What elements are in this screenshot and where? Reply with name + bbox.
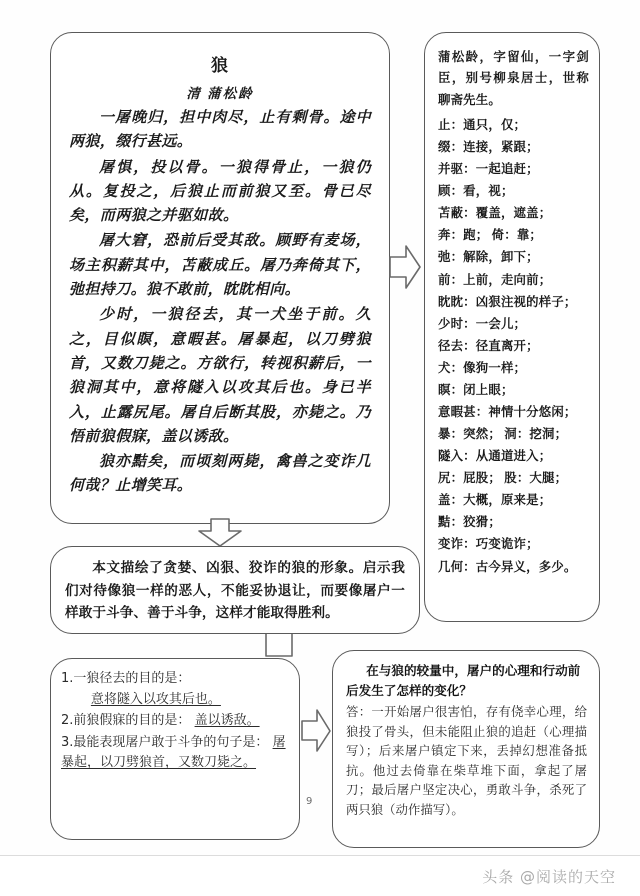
exercise-item-prompt: 前狼假寐的目的是：: [73, 713, 191, 729]
exercise-item-answer: 盖以诱敌。: [194, 713, 260, 729]
footer-bar: [0, 855, 640, 896]
exercise-item-answer: 意将隧入以攻其后也。: [90, 691, 221, 707]
exercise-item-list: [61, 669, 287, 774]
text-paragraph-2: 屠惧，投以骨。一狼得骨止，一狼仍从。复投之，后狼止而前狼又至。骨已尽矣，而两狼之并驱如故。: [69, 159, 371, 225]
vocabulary-note-item: 犬：像狗一样；: [438, 360, 527, 375]
author-line: 清 蒲松龄: [186, 86, 254, 101]
summary-panel: [50, 546, 420, 634]
vocabulary-note-item: 缀：连接，紧跟；: [438, 140, 539, 155]
vocabulary-note-item: 黠：狡猾；: [438, 515, 501, 530]
main-text-panel: [50, 32, 390, 524]
notes-panel: [424, 32, 600, 622]
vocabulary-note-item: 弛：解除，卸下；: [438, 250, 539, 265]
vocabulary-note-item: 前：上前，走向前；: [438, 272, 552, 287]
vocabulary-note-item: 几何：古今异义，多少。: [438, 559, 577, 574]
text-paragraph-1: 一屠晚归，担中肉尽，止有剩骨。途中两狼，缀行甚远。: [69, 110, 371, 151]
exercise-item-prompt: 最能表现屠户敢于斗争的句子是：: [73, 734, 269, 750]
exercise-item-answer: 屠暴起，以刀劈狼首，又数刀毙之。: [61, 734, 286, 771]
vocabulary-note-item: 瞑：闭上眼；: [438, 382, 514, 397]
exercise-item: [61, 733, 287, 774]
arrow-right-icon: [300, 708, 332, 759]
vocabulary-note-item: 并驱：一起追赶；: [438, 162, 539, 177]
vocabulary-note-item: 止：通只，仅；: [438, 117, 527, 132]
page-number: 9: [306, 796, 313, 807]
vocabulary-note-item: 意暇甚：神情十分悠闲；: [438, 405, 577, 419]
qa-panel: [332, 650, 600, 848]
text-paragraph-3: 屠大窘，恐前后受其敌。顾野有麦场，场主积薪其中，苫蔽成丘。屠乃奔倚其下，弛担持刀。狼不敢前，眈眈相向。: [69, 233, 371, 299]
vocabulary-note-item: 变诈：巧变诡诈；: [438, 537, 539, 552]
arrow-right-icon: [388, 243, 422, 296]
vocabulary-note-item: 暴：突然； 洞：挖洞；: [438, 427, 568, 442]
watermark-label: 头条 @阅读的天空: [482, 868, 616, 886]
vocabulary-note-item: 苫蔽：覆盖，遮盖；: [438, 206, 552, 221]
exercise-item-number: 2.: [61, 713, 74, 729]
exercise-panel: [50, 658, 300, 840]
vocabulary-note-list: [438, 114, 589, 578]
author-biography-note: 蒲松龄，字留仙，一字剑臣，别号柳泉居士，世称聊斋先生。: [438, 50, 589, 107]
exercise-item: [61, 669, 287, 710]
vocabulary-note-item: 径去：径直离开；: [438, 338, 539, 353]
vocabulary-note-item: 奔：跑； 倚：靠；: [438, 228, 543, 243]
summary-text: 本文描绘了贪婪、凶狠、狡诈的狼的形象。启示我们对待像狼一样的恶人，不能妥协退让，而要像屠户一样敢于斗争、善于斗争，这样才能取得胜利。: [65, 560, 405, 621]
exercise-item: [61, 711, 287, 732]
exercise-item-prompt: 一狼径去的目的是：: [73, 671, 191, 686]
vocabulary-note-item: 隧入：从通道进入；: [438, 449, 552, 464]
vocabulary-note-item: 盖：大概，原来是；: [438, 493, 552, 508]
text-paragraph-5: 狼亦黠矣，而顷刻两毙，禽兽之变诈几何哉？止增笑耳。: [69, 454, 371, 495]
exercise-item-number: 1.: [61, 671, 74, 686]
vocabulary-note-item: 眈眈：凶狠注视的样子；: [438, 294, 577, 309]
vocabulary-note-item: 顾：看，视；: [438, 184, 514, 199]
text-paragraph-4: 少时，一狼径去，其一犬坐于前。久之，目似瞑，意暇甚。屠暴起，以刀劈狼首，又数刀毙之。方欲行，转视积薪后，一狼洞其中，意将隧入以攻其后也。身已半入，止露尻尾。屠自后断其股，亦毙之。乃悟前狼假寐，盖以诱敌。: [69, 307, 371, 445]
qa-answer: 答：一开始屠户很害怕，存有侥幸心理，给狼投了骨头，但未能阻止狼的追赶（心理描写）；后来屠户镇定下来，丢掉幻想准备抵抗。他过去倚靠在柴草堆下面，拿起了屠刀；最后屠户坚定决心，勇敢斗争，杀死了两只狼（动作描写）。: [346, 704, 587, 817]
page-title: 狼: [211, 56, 229, 76]
qa-question: 在与狼的较量中，屠户的心理和行动前后发生了怎样的变化？: [346, 663, 581, 698]
vocabulary-note-item: 尻：屁股； 股：大腿；: [438, 471, 568, 486]
exercise-item-number: 3.: [61, 734, 74, 750]
vocabulary-note-item: 少时：一会儿；: [438, 316, 527, 331]
